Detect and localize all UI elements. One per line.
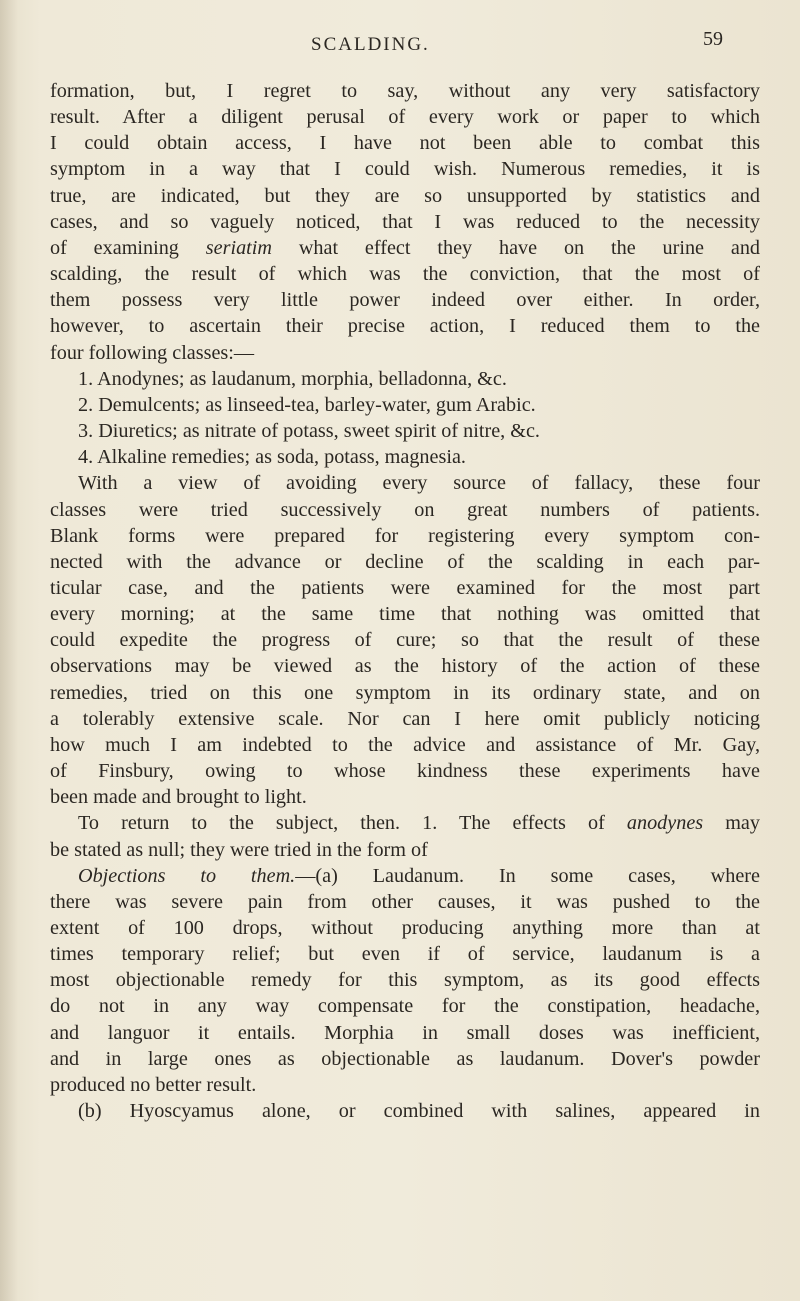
text-fragment: what effect they have on the urine and bbox=[298, 236, 761, 259]
page-number: 59 bbox=[703, 28, 723, 50]
text-line: there was severe pain from other causes, it was pushed to the bbox=[50, 890, 760, 913]
text-line: times temporary relief; but even if of service, laudanum is a bbox=[50, 943, 760, 966]
text-line: do not in any way compensate for the constipation, headache, bbox=[50, 995, 760, 1018]
text-line: could expedite the progress of cure; so that the result of these bbox=[50, 629, 760, 652]
text-line: cases, and so vaguely noticed, that I was reduced to the necessity bbox=[50, 210, 760, 233]
text-line: four following classes:— bbox=[50, 341, 255, 364]
text-fragment: of examining bbox=[50, 236, 179, 259]
text-line: remedies, tried on this one symptom in its ordinary state, and on bbox=[50, 681, 760, 704]
text-line: I could obtain access, I have not been able to combat this bbox=[50, 132, 760, 155]
text-fragment: —(a) Laudanum. In some cases, where bbox=[295, 864, 760, 887]
text-fragment: may bbox=[725, 812, 760, 835]
text-line: classes were tried successively on great numbers of patients. bbox=[50, 498, 760, 521]
list-item: 2. Demulcents; as linseed-tea, barley-water, gum Arabic. bbox=[78, 393, 536, 416]
page-gutter-shadow bbox=[0, 0, 18, 1301]
text-line: them possess very little power indeed over either. In order, bbox=[50, 289, 760, 312]
text-line: and languor it entails. Morphia in small doses was inefficient, bbox=[50, 1021, 760, 1044]
text-line bbox=[50, 235, 760, 261]
text-line: symptom in a way that I could wish. Numerous remedies, it is bbox=[50, 158, 760, 181]
list-item: 1. Anodynes; as laudanum, morphia, belladonna, &c. bbox=[78, 367, 507, 390]
text-line: With a view of avoiding every source of fallacy, these four bbox=[78, 472, 760, 495]
text-line: a tolerably extensive scale. Nor can I here omit publicly noticing bbox=[50, 707, 760, 730]
text-line bbox=[50, 863, 760, 889]
text-line: extent of 100 drops, without producing anything more than at bbox=[50, 917, 760, 939]
text-line: most objectionable remedy for this symptom, as its good effects bbox=[50, 969, 760, 992]
text-line: nected with the advance or decline of the scalding in each par- bbox=[50, 550, 760, 573]
running-head bbox=[0, 26, 800, 56]
body-text bbox=[50, 78, 760, 1124]
text-line bbox=[50, 810, 760, 836]
italic-term-objections: Objections to them. bbox=[78, 864, 296, 887]
text-line: (b) Hyoscyamus alone, or combined with salines, appeared in bbox=[78, 1100, 760, 1123]
text-line: produced no better result. bbox=[50, 1073, 257, 1096]
text-line: be stated as null; they were tried in the form of bbox=[50, 838, 428, 861]
text-line: Blank forms were prepared for registering every symptom con- bbox=[50, 524, 760, 547]
italic-term-seriatim: seriatim bbox=[205, 236, 272, 259]
text-line: of Finsbury, owing to whose kindness these experiments have bbox=[50, 760, 760, 783]
text-line: every morning; at the same time that nothing was omitted that bbox=[50, 603, 760, 626]
text-line: scalding, the result of which was the conviction, that the most of bbox=[50, 263, 760, 286]
list-item: 3. Diuretics; as nitrate of potass, sweet spirit of nitre, &c. bbox=[78, 420, 540, 443]
text-line: and in large ones as objectionable as laudanum. Dover's powder bbox=[50, 1047, 760, 1070]
text-line: ticular case, and the patients were examined for the most part bbox=[50, 576, 760, 599]
text-line: been made and brought to light. bbox=[50, 786, 307, 809]
text-line: formation, but, I regret to say, without any very satisfactory bbox=[50, 80, 760, 102]
text-fragment: To return to the subject, then. 1. The effects of bbox=[78, 812, 605, 835]
text-line: how much I am indebted to the advice and assistance of Mr. Gay, bbox=[50, 733, 760, 756]
list-item: 4. Alkaline remedies; as soda, potass, magnesia. bbox=[78, 446, 466, 469]
text-line: true, are indicated, but they are so unsupported by statistics and bbox=[50, 184, 760, 207]
italic-term-anodynes: anodynes bbox=[626, 812, 704, 835]
running-title: SCALDING. bbox=[311, 34, 430, 55]
text-line: result. After a diligent perusal of every work or paper to which bbox=[50, 106, 760, 129]
text-line: observations may be viewed as the history of the action of these bbox=[50, 655, 760, 678]
text-line: however, to ascertain their precise action, I reduced them to the bbox=[50, 315, 760, 338]
